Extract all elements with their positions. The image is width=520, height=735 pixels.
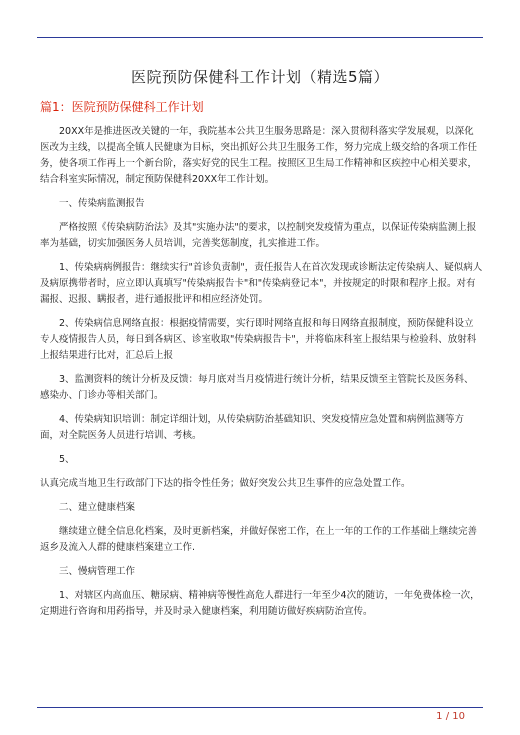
top-rule	[37, 37, 483, 38]
section-heading: 篇1：医院预防保健科工作计划	[40, 100, 204, 114]
document-body	[40, 124, 483, 628]
section-subheading: 三、慢病管理工作	[59, 566, 136, 577]
body-paragraph: 1、传染病病例报告：继续实行"首诊负责制"，责任报告人在首次发现或诊断法定传染病人、疑似病人及病原携带者时，应立即认真填写"传染病报告卡"和"传染病登记本"，并按规定的时限和程序上报。对有漏报、迟报、瞒报者，进行通报批评和相应经济处罚。	[40, 262, 483, 305]
section-subheading: 二、建立健康档案	[59, 502, 136, 513]
body-paragraph: 2、传染病信息网络直报：根据疫情需要，实行即时网络直报和每日网络直报制度，预防保健科设立专人疫情报告人员，每日到各病区、诊室收取"传染病报告卡"，并将临床科室上报结果与检验科、放射科上报结果进行比对，汇总后上报	[40, 318, 477, 361]
bottom-rule	[37, 707, 483, 708]
body-paragraph: 3、监测资料的统计分析及反馈：每月底对当月疫情进行统计分析，结果反馈至主管院长及医务科、感染办、门诊办等相关部门。	[40, 374, 474, 401]
body-paragraph: 严格按照《传染病防治法》及其"实施办法"的要求，以控制突发疫情为重点，以保证传染病监测上报率为基础，切实加强医务人员培训，完善奖惩制度，扎实推进工作。	[40, 222, 477, 249]
document-title: 医院预防保健科工作计划（精选5篇）	[130, 68, 390, 86]
body-paragraph: 20XX年是推进医改关键的一年，我院基本公共卫生服务思路是：深入贯彻科落实学发展观，以深化医改为主线，以提高全镇人民健康为目标，突出抓好公共卫生服务工作，努力完成上级交给的各项工作任务，使各项工作再上一个新台阶，落实好党的民生工程。按照区卫生局工作精神和区疾控中心相关要求，结合科室实际情况，制定预防保健科20XX年工作计划。	[40, 126, 478, 185]
section-subheading: 一、传染病监测报告	[59, 198, 145, 209]
body-paragraph: 认真完成当地卫生行政部门下达的指令性任务；做好突发公共卫生事件的应急处置工作。	[40, 478, 411, 489]
body-paragraph: 5、	[59, 454, 75, 465]
body-paragraph: 1、对辖区内高血压、糖尿病、精神病等慢性高危人群进行一年至少4次的随访，一年免费体检一次，定期进行咨询和用药指导，并及时录入健康档案，利用随访做好疾病防治宣传。	[40, 590, 480, 617]
body-paragraph: 4、传染病知识培训：制定详细计划，从传染病防治基础知识、突发疫情应急处置和病例监测等方面，对全院医务人员进行培训、考核。	[40, 414, 465, 441]
body-paragraph: 继续建立健全信息化档案，及时更新档案，并做好保密工作，在上一年的工作的工作基础上继续完善返乡及流入人群的健康档案建立工作.	[40, 526, 478, 553]
page-indicator: 1 / 10	[436, 711, 465, 722]
